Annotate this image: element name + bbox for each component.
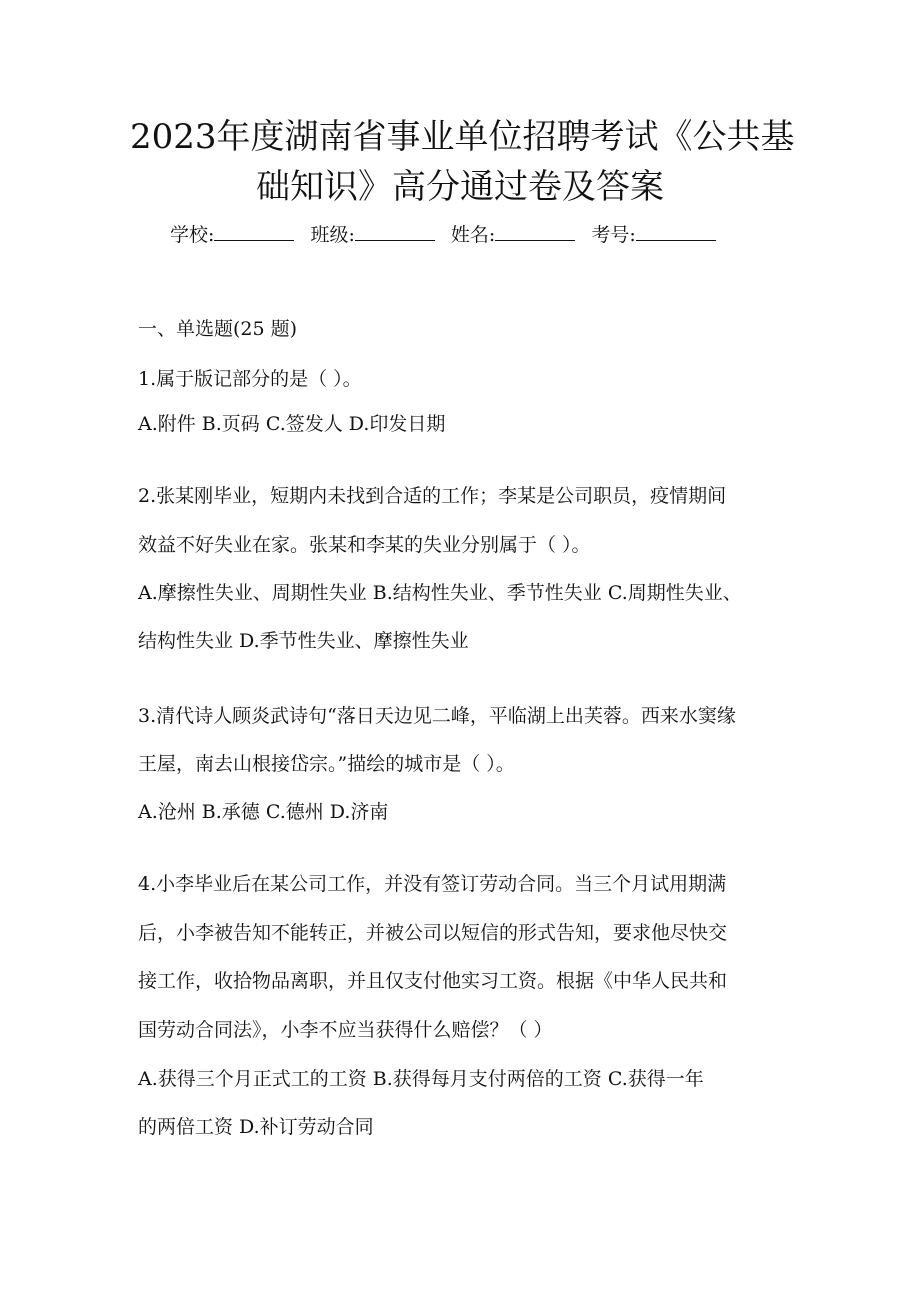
class-label: 班级: <box>310 224 355 246</box>
class-field <box>310 222 434 248</box>
exam-number-label: 考号: <box>591 224 636 246</box>
question-2-options-line-1: A.摩擦性失业、周期性失业 B.结构性失业、季节性失业 C.周期性失业、 <box>138 582 742 604</box>
question-4-options-line-2: 的两倍工资 D.补订劳动合同 <box>138 1116 374 1138</box>
school-blank <box>214 222 294 241</box>
question-2-stem-line-2: 效益不好失业在家。张某和李某的失业分别属于（ ）。 <box>138 534 591 556</box>
title-line-2: 础知识》高分通过卷及答案 <box>256 167 664 207</box>
exam-number-field <box>591 222 715 248</box>
question-4-stem-line-4: 国劳动合同法》，小李不应当获得什么赔偿？（ ） <box>138 1019 553 1041</box>
document-title <box>130 112 795 212</box>
section-heading: 一、单选题(25 题) <box>138 318 298 340</box>
question-3-stem-line-1: 3.清代诗人顾炎武诗句“落日天边见二峰，平临湖上出芙蓉。西来水窦缘 <box>138 705 736 727</box>
name-label: 姓名: <box>450 224 496 246</box>
name-field <box>451 222 575 248</box>
question-4-stem-line-2: 后，小李被告知不能转正，并被公司以短信的形式告知，要求他尽快交 <box>138 922 728 944</box>
question-2-stem-line-1: 2.张某刚毕业，短期内未找到合适的工作；李某是公司职员，疫情期间 <box>138 485 727 507</box>
question-4-stem-line-1: 4.小李毕业后在某公司工作，并没有签订劳动合同。当三个月试用期满 <box>138 873 727 895</box>
question-1-stem: 1.属于版记部分的是（ ）。 <box>138 368 362 390</box>
question-4-options-line-1: A.获得三个月正式工的工资 B.获得每月支付两倍的工资 C.获得一年 <box>138 1068 704 1090</box>
class-blank <box>355 222 435 241</box>
question-1-options: A.附件 B.页码 C.签发人 D.印发日期 <box>138 413 446 435</box>
student-info-line <box>170 222 770 248</box>
question-3-options: A.沧州 B.承德 C.德州 D.济南 <box>138 801 389 823</box>
question-4-stem-line-3: 接工作，收拾物品离职，并且仅支付他实习工资。根据《中华人民共和 <box>138 970 728 992</box>
school-field <box>170 222 294 248</box>
question-2-options-line-2: 结构性失业 D.季节性失业、摩擦性失业 <box>138 630 469 652</box>
question-3-stem-line-2: 王屋，南去山根接岱宗。”描绘的城市是（ ）。 <box>138 753 515 775</box>
name-blank <box>495 222 575 241</box>
school-label: 学校: <box>170 224 215 246</box>
exam-number-blank <box>636 222 716 241</box>
title-line-1: 2023年度湖南省事业单位招聘考试《公共基 <box>130 117 795 157</box>
